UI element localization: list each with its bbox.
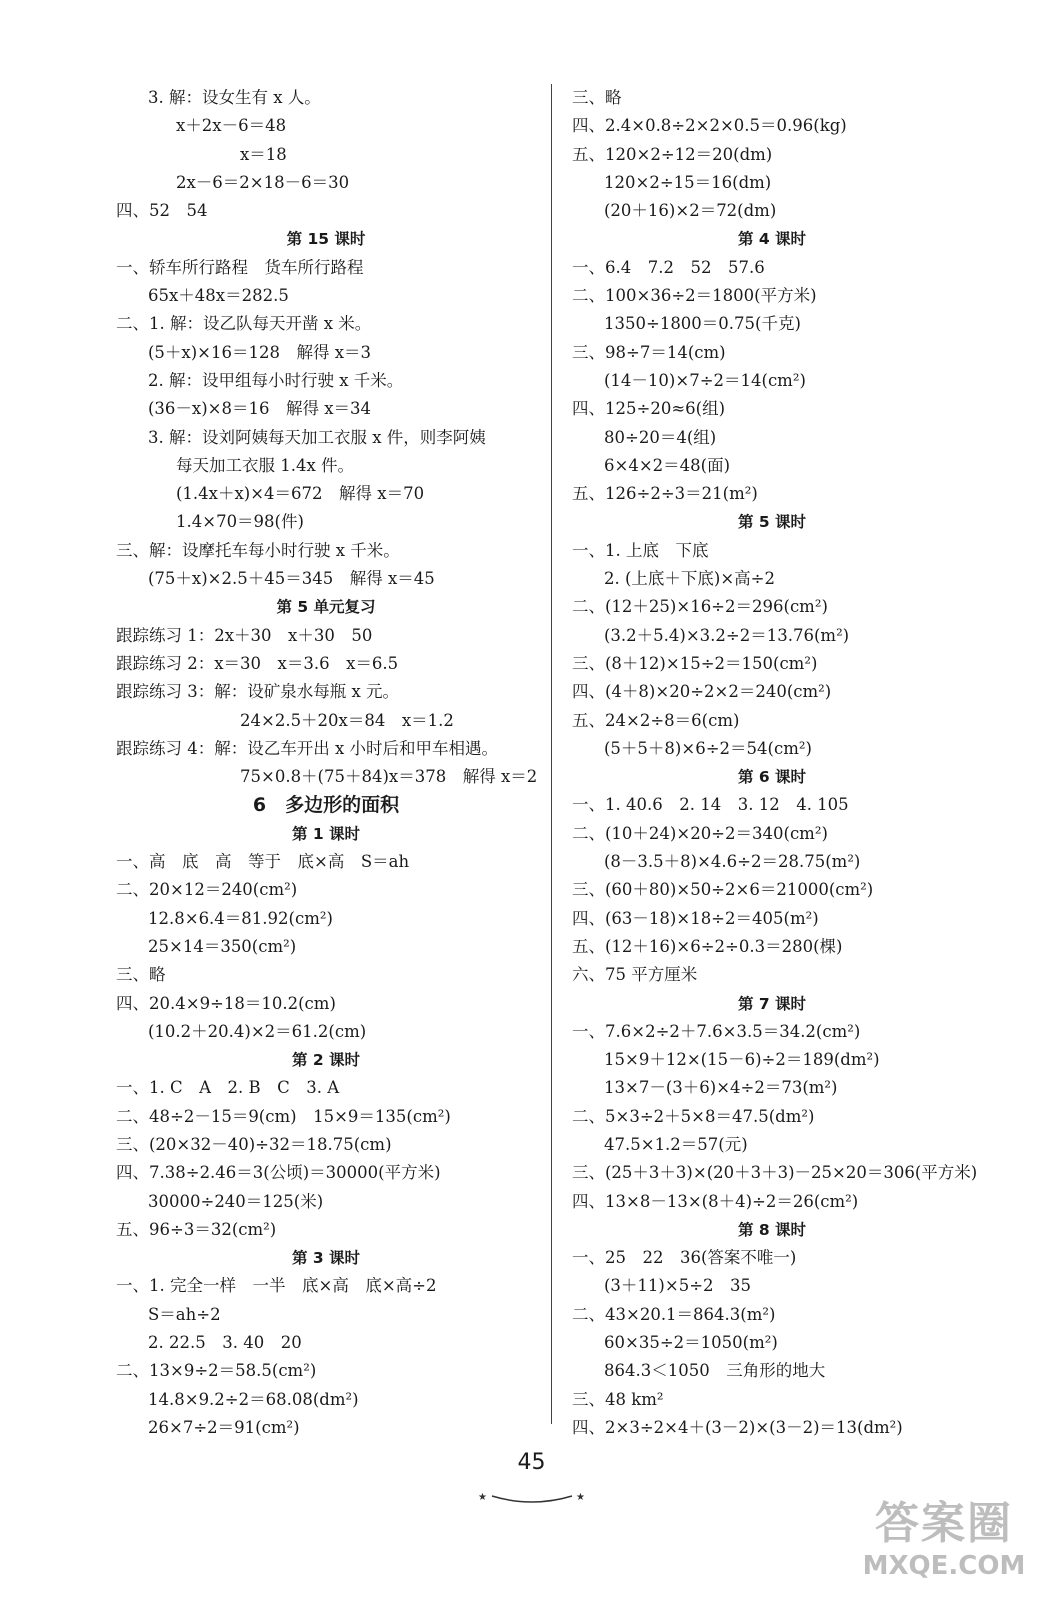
left-column (116, 84, 536, 1442)
section-heading: 第 5 单元复习 (276, 598, 376, 617)
section-heading: 第 3 课时 (291, 1249, 361, 1268)
watermark (839, 1498, 1049, 1590)
answer-line: 五、24×2÷8＝6(cm) (572, 710, 740, 730)
watermark-logo: 答案圈 (875, 1498, 1013, 1549)
answer-line: x＝18 (240, 144, 287, 164)
answer-line: 二、20×12＝240(cm²) (116, 880, 298, 900)
answer-line: 跟踪练习 3：解：设矿泉水每瓶 x 元。 (116, 682, 400, 702)
answer-line: 三、(8＋12)×15÷2＝150(cm²) (572, 653, 818, 673)
answer-line: (5＋x)×16＝128 解得 x＝3 (148, 342, 372, 362)
answer-line: 三、(20×32－40)÷32＝18.75(cm) (116, 1134, 392, 1154)
answer-line: 二、(12＋25)×16÷2＝296(cm²) (572, 597, 828, 617)
answer-line: (36－x)×8＝16 解得 x＝34 (148, 399, 372, 419)
answer-line: 一、7.6×2÷2＋7.6×3.5＝34.2(cm²) (572, 1021, 861, 1041)
answer-line: S＝ah÷2 (148, 1304, 221, 1324)
answer-line: 三、略 (572, 88, 622, 107)
answer-line: 五、120×2÷12＝20(dm) (572, 144, 773, 164)
answer-line: 2. 22.5 3. 40 20 (148, 1333, 302, 1353)
answer-line: 三、略 (116, 965, 166, 985)
star-icon: ★ (576, 1492, 585, 1503)
answer-line: 一、1. 完全一样 一半 底×高 底×高÷2 (116, 1276, 437, 1296)
page-number: 45 (517, 1450, 546, 1475)
answer-line: 14.8×9.2÷2＝68.08(dm²) (148, 1389, 359, 1409)
section-heading: 第 15 课时 (286, 230, 366, 249)
section-heading: 第 1 课时 (291, 824, 361, 843)
answer-line: 15×9＋12×(15－6)÷2＝189(dm²) (604, 1050, 880, 1070)
answer-line: 三、98÷7＝14(cm) (572, 342, 726, 362)
answer-line: 一、1. 上底 下底 (572, 540, 709, 560)
answer-line: 12.8×6.4＝81.92(cm²) (148, 908, 333, 928)
answer-line: 五、96÷3＝32(cm²) (116, 1219, 277, 1239)
answer-line: 2. 解：设甲组每小时行驶 x 千米。 (148, 370, 404, 390)
section-heading: 第 2 课时 (291, 1051, 361, 1070)
answer-line: 25×14＝350(cm²) (148, 936, 297, 956)
answer-line: (8－3.5＋8)×4.6÷2＝28.75(m²) (604, 852, 861, 872)
answer-line: 6×4×2＝48(面) (604, 455, 731, 475)
answer-line: 六、75 平方厘米 (572, 965, 698, 985)
answer-line: x＋2x－6＝48 (176, 116, 287, 136)
answer-line: 四、(63－18)×18÷2＝405(m²) (572, 908, 819, 928)
answer-line: 120×2÷15＝16(dm) (604, 172, 772, 192)
section-heading: 第 6 课时 (737, 768, 807, 787)
answer-line: 二、48÷2－15＝9(cm) 15×9＝135(cm²) (116, 1106, 451, 1126)
watermark-site: MXQE.COM (862, 1551, 1026, 1581)
right-column (572, 84, 978, 1442)
answer-line: 1.4×70＝98(件) (176, 512, 304, 532)
section-heading: 第 5 课时 (737, 513, 807, 532)
answer-line: 四、2.4×0.8÷2×2×0.5＝0.96(kg) (572, 116, 847, 136)
section-heading: 第 8 课时 (737, 1220, 807, 1239)
answer-line: 四、20.4×9÷18＝10.2(cm) (116, 993, 336, 1013)
answer-line: 二、100×36÷2＝1800(平方米) (572, 286, 817, 306)
answer-line: 60×35÷2＝1050(m²) (604, 1333, 778, 1353)
answer-line: 一、高 底 高 等于 底×高 S＝ah (116, 852, 410, 872)
answer-line: 四、2×3÷2×4＋(3－2)×(3－2)＝13(dm²) (572, 1417, 903, 1437)
answer-line: 3. 解：设女生有 x 人。 (148, 88, 321, 107)
answer-line: 每天加工衣服 1.4x 件。 (176, 455, 355, 475)
answer-line: 2x－6＝2×18－6＝30 (176, 172, 350, 192)
answer-line: (3＋11)×5÷2 35 (604, 1276, 752, 1296)
answer-line: 五、126÷2÷3＝21(m²) (572, 484, 758, 504)
answer-line: 四、52 54 (116, 201, 208, 221)
section-heading: 第 7 课时 (737, 994, 807, 1013)
column-divider (551, 84, 552, 1424)
answer-line: 五、(12＋16)×6÷2÷0.3＝280(棵) (572, 936, 843, 956)
answer-line: 二、13×9÷2＝58.5(cm²) (116, 1361, 317, 1381)
answer-line: 26×7÷2＝91(cm²) (148, 1417, 300, 1437)
answer-line: 30000÷240＝125(米) (148, 1191, 324, 1211)
answer-line: 四、125÷20≈6(组) (572, 399, 726, 419)
answer-line: 三、解：设摩托车每小时行驶 x 千米。 (116, 540, 400, 560)
answer-line: 跟踪练习 1：2x＋30 x＋30 50 (116, 625, 373, 645)
answer-line: 跟踪练习 4：解：设乙车开出 x 小时后和甲车相遇。 (116, 738, 499, 758)
page-number-ornament (470, 1486, 594, 1510)
answer-line: (14－10)×7÷2＝14(cm²) (604, 370, 806, 390)
answer-line: (10.2＋20.4)×2＝61.2(cm) (148, 1021, 367, 1041)
answer-line: 二、43×20.1＝864.3(m²) (572, 1304, 776, 1324)
answer-line: 三、(60＋80)×50÷2×6＝21000(cm²) (572, 880, 874, 900)
answer-line: 47.5×1.2＝57(元) (604, 1134, 748, 1154)
answer-line: 二、1. 解：设乙队每天开凿 x 米。 (116, 314, 372, 334)
answer-line: 一、轿车所行路程 货车所行路程 (116, 257, 364, 277)
section-heading: 第 4 课时 (737, 230, 807, 249)
answer-line: (3.2＋5.4)×3.2÷2＝13.76(m²) (604, 625, 850, 645)
answer-line: 二、(10＋24)×20÷2＝340(cm²) (572, 823, 828, 843)
answer-line: 24×2.5＋20x＝84 x＝1.2 (240, 710, 454, 730)
answer-line: 四、13×8－13×(8＋4)÷2＝26(cm²) (572, 1191, 859, 1211)
answer-line: 864.3＜1050 三角形的地大 (604, 1361, 826, 1381)
answer-line: 13×7－(3＋6)×4÷2＝73(m²) (604, 1078, 838, 1098)
answer-line: (75＋x)×2.5＋45＝345 解得 x＝45 (148, 569, 435, 589)
answer-line: (1.4x＋x)×4＝672 解得 x＝70 (176, 484, 425, 504)
section-heading: 6 多边形的面积 (252, 794, 400, 817)
answer-line: 四、7.38÷2.46＝3(公顷)＝30000(平方米) (116, 1163, 441, 1183)
answer-line: 2. (上底＋下底)×高÷2 (604, 569, 776, 589)
star-icon: ★ (478, 1492, 487, 1503)
answer-line: 四、(4＋8)×20÷2×2＝240(cm²) (572, 682, 832, 702)
answer-line: 65x＋48x＝282.5 (148, 286, 289, 306)
answer-line: 二、5×3÷2＋5×8＝47.5(dm²) (572, 1106, 815, 1126)
answer-line: 1350÷1800＝0.75(千克) (604, 314, 801, 334)
answer-line: 一、1. 40.6 2. 14 3. 12 4. 105 (572, 795, 849, 815)
answer-line: 三、(25＋3＋3)×(20＋3＋3)－25×20＝306(平方米) (572, 1163, 978, 1183)
answer-line: 跟踪练习 2：x＝30 x＝3.6 x＝6.5 (116, 653, 399, 673)
answer-line: 80÷20＝4(组) (604, 427, 717, 447)
answer-line: 一、1. C A 2. B C 3. A (116, 1078, 340, 1098)
answer-line: 一、6.4 7.2 52 57.6 (572, 257, 765, 277)
answer-line: 一、25 22 36(答案不唯一) (572, 1248, 797, 1268)
answer-line: 三、48 km² (572, 1389, 664, 1409)
answer-line: (20＋16)×2＝72(dm) (604, 201, 777, 221)
answer-line: 3. 解：设刘阿姨每天加工衣服 x 件，则李阿姨 (148, 427, 486, 447)
answer-line: (5＋5＋8)×6÷2＝54(cm²) (604, 738, 812, 758)
answer-line: 75×0.8＋(75＋84)x＝378 解得 x＝2 (240, 767, 538, 787)
